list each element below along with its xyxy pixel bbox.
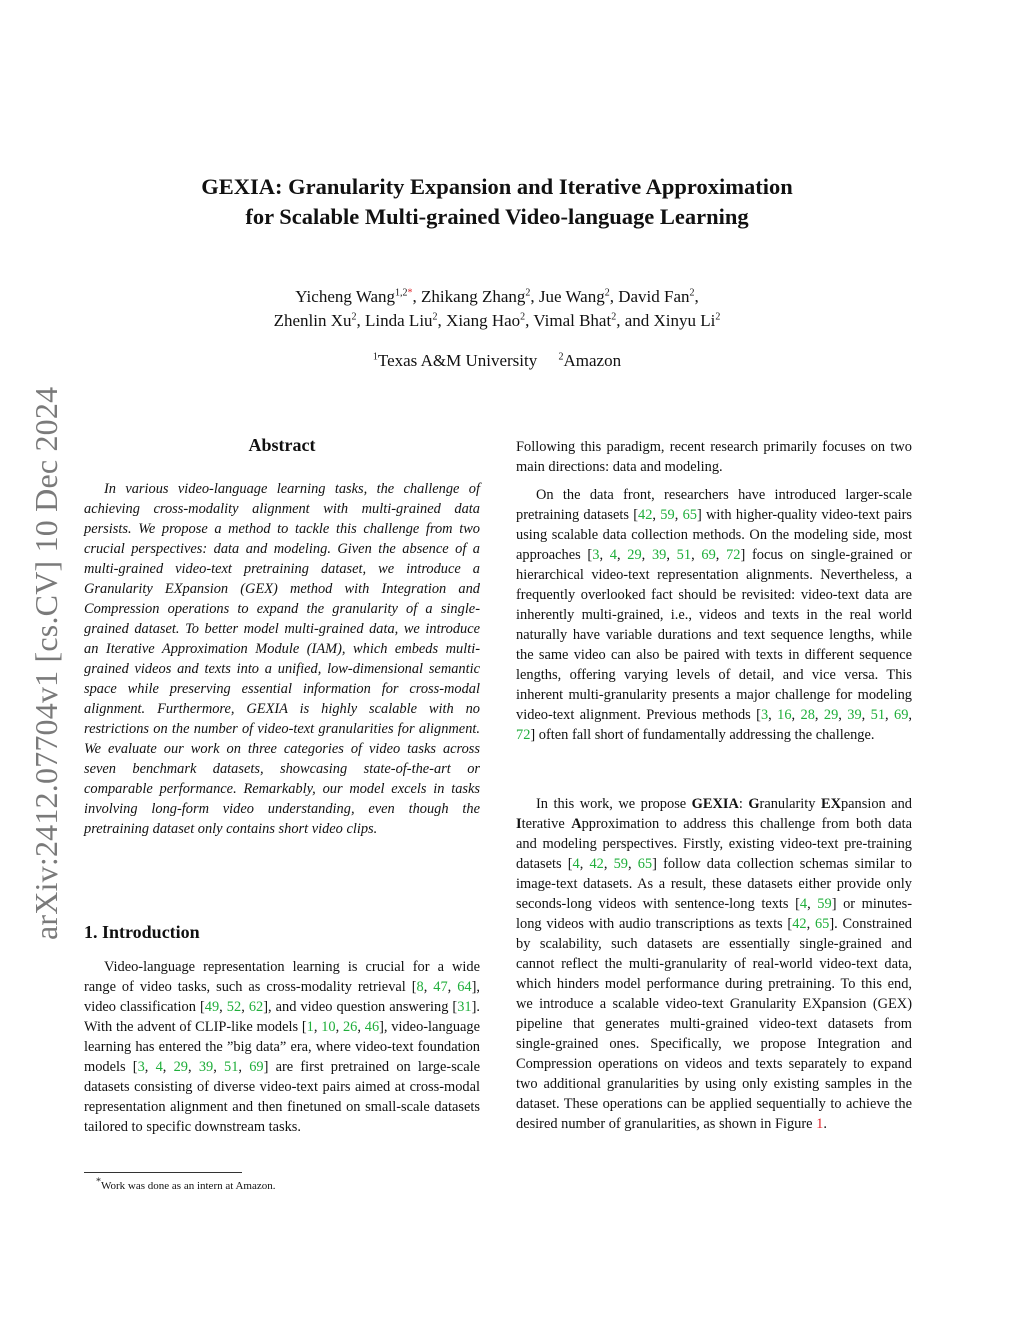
- author-separator: ,: [694, 287, 699, 306]
- author-affil-sup: 2: [611, 311, 617, 323]
- author-name: , and Xinyu Li: [616, 311, 716, 330]
- citation-link[interactable]: 51: [224, 1059, 239, 1075]
- citation-link[interactable]: 64: [457, 979, 472, 995]
- citation-link[interactable]: 46: [364, 1019, 380, 1035]
- author-name: Zhenlin Xu: [273, 311, 352, 330]
- body-text: ] or minutes-long videos with audio transcriptions as texts [: [516, 896, 912, 932]
- affiliations: [110, 349, 884, 373]
- citation-link[interactable]: 65: [637, 856, 653, 872]
- citation-link[interactable]: 4: [799, 896, 808, 912]
- footnote: [96, 1176, 276, 1193]
- citation-link[interactable]: 69: [894, 707, 909, 723]
- author-name: , Zhikang Zhang: [412, 287, 526, 306]
- author-affil-sup: 2: [432, 311, 438, 323]
- author-affil-sup: 2: [351, 311, 357, 323]
- citation-link[interactable]: 69: [701, 547, 716, 563]
- author-affil-sup: 2: [689, 287, 695, 299]
- citation-link[interactable]: 4: [609, 547, 617, 563]
- author-name: , Jue Wang: [530, 287, 605, 306]
- body-text: Video-language representation learning is crucial for a wide range of video tasks, such as cross-modality retrieval [: [84, 959, 480, 995]
- author-affil-sup: 2: [520, 311, 526, 323]
- citation-link[interactable]: 3: [760, 707, 769, 723]
- section-heading-introduction: 1. Introduction: [84, 922, 200, 942]
- citation-link[interactable]: 28: [800, 707, 815, 723]
- body-text: terative: [521, 816, 572, 832]
- acronym-letter: A: [571, 816, 582, 832]
- citation-link[interactable]: 49: [204, 999, 220, 1015]
- citation-link[interactable]: 42: [792, 916, 807, 932]
- citation-link[interactable]: 31: [457, 999, 472, 1015]
- author-affil-sup: 2: [715, 311, 721, 323]
- body-text: ] are first pretrained on large-scale datasets consisting of diverse video-text pairs aimed at cross-modal representation alignment and then finetuned on small-scale datasets tailored to specific downstream tasks.: [84, 1059, 480, 1135]
- right-paragraph-3: In this work, we propose GEXIA: Granularity EXpansion and Iterative Approximation to address this challenge from both data and modeling perspectives. Firstly, existing video-text pre-training datasets [4, 42, 59, 65] follow data collection schemas similar to image-text datasets. As a result, these datasets either provide only seconds-long videos with sentence-long texts [4, 59] or minutes-long videos with audio transcriptions as texts [42, 65]. Constrained by scalability, such datasets are essentially single-grained and cannot reflect the multi-granularity of real-world video-text data, which hinders model performance during pretraining. To this end, we introduce a scalable video-text Granularity EXpansion (GEX) pipeline that generates multi-grained video-text datasets from single-grained ones. Specifically, we propose Integration and Compression operations on videos and texts separately to expand two additional granularities by using only existing samples in the dataset. These operations can be applied sequentially to achieve the desired number of granularities, as shown in Figure 1.: [516, 796, 913, 1132]
- body-text: ] follow data collection schemas similar to image-text datasets. As a result, these datasets either provide only seconds-long videos with sentence-long texts [: [516, 856, 912, 912]
- body-text: ranularity: [759, 796, 821, 812]
- footnote-mark[interactable]: *: [407, 287, 413, 299]
- citation-link[interactable]: 3: [137, 1059, 145, 1075]
- citation-link[interactable]: 51: [870, 707, 886, 723]
- body-text: ], video classification [: [84, 979, 480, 1015]
- citation-link[interactable]: 69: [249, 1059, 264, 1075]
- citation-link[interactable]: 10: [321, 1019, 336, 1035]
- acronym-letter: G: [748, 796, 760, 812]
- body-text: On the data front, researchers have introduced larger-scale pretraining datasets [: [516, 487, 912, 523]
- intro-paragraph: Video-language representation learning is crucial for a wide range of video tasks, such as cross-modality retrieval [8, 47, 64], video classification [49, 52, 62], and video question answering [31]. With the advent of CLIP-like models [1, 10, 26, 46], video-language learning has entered the ”big data” era, where video-text foundation models [3, 4, 29, 39, 51, 69] are first pretrained on large-scale datasets consisting of diverse video-text pairs aimed at cross-modal representation alignment and then finetuned on small-scale datasets tailored to specific downstream tasks.: [84, 959, 481, 1135]
- body-text: ], video-language learning has entered the ”big data” era, where video-text foundation models [: [84, 1019, 481, 1075]
- acronym-letter: I: [516, 816, 522, 832]
- arxiv-identifier: arXiv:2412.07704v1 [cs.CV] 10 Dec 2024: [28, 386, 64, 940]
- citation-link[interactable]: 3: [592, 547, 600, 563]
- citation-link[interactable]: 59: [613, 856, 628, 872]
- body-text: Following this paradigm, recent research primarily focuses on two main directions: data and modeling.: [516, 439, 912, 475]
- footnote-divider: [84, 1172, 242, 1173]
- citation-link[interactable]: 39: [198, 1059, 214, 1075]
- citation-link[interactable]: 39: [847, 707, 862, 723]
- body-text: ] often fall short of fundamentally addressing the challenge.: [530, 727, 875, 743]
- footnote-mark: *: [96, 1176, 101, 1188]
- footnote-text: Work was done as an intern at Amazon.: [101, 1180, 276, 1192]
- citation-link[interactable]: 72: [516, 727, 531, 743]
- abstract-text: In various video-language learning tasks, the challenge of achieving cross-modality alignment with multi-grained data persists. We propose a method to tackle this challenge from two crucial perspectives: data and modeling. Given the absence of a multi-grained video-text pretraining dataset, we introduce a Granularity EXpansion (GEX) method with Integration and Compression operations to expand the granularity of a single-grained dataset. To better model multi-grained data, we introduce an Iterative Approximation Module (IAM), which embeds multi-grained videos and texts into a unified, low-dimensional semantic space while preserving essential information for cross-modal alignment. Furthermore, GEXIA is highly scalable with no restrictions on the number of video-text granularities for alignment. We evaluate our work on three categories of video tasks across seven benchmark datasets, showcasing state-of-the-art or comparable performance. Remarkably, our model excels in tasks involving long-form video understanding, even though the pretraining dataset only contains short video clips.: [84, 481, 480, 837]
- author-name: , David Fan: [609, 287, 690, 306]
- author-affil-sup: 2: [604, 287, 610, 299]
- citation-link[interactable]: 59: [817, 896, 832, 912]
- author-name: , Linda Liu: [356, 311, 433, 330]
- citation-link[interactable]: 4: [572, 856, 580, 872]
- citation-link[interactable]: 4: [155, 1059, 163, 1075]
- title-line-2: for Scalable Multi-grained Video-language Learning: [245, 204, 749, 229]
- body-text: ], and video question answering [: [263, 999, 458, 1015]
- affil-sup: 1: [372, 351, 378, 363]
- body-text: pansion and: [840, 796, 912, 812]
- author-list: [110, 285, 884, 333]
- citation-link[interactable]: 47: [433, 979, 448, 995]
- figure-reference-link[interactable]: 1: [816, 1116, 824, 1132]
- author-affil-sup: 2: [525, 287, 531, 299]
- citation-link[interactable]: 8: [416, 979, 424, 995]
- body-text: :: [738, 796, 749, 812]
- body-text: pproximation to address this challenge from both data and modeling perspectives. Firstly, existing video-text pre-training datasets [: [516, 816, 912, 872]
- citation-link[interactable]: 42: [638, 507, 653, 523]
- acronym-letter: EX: [820, 796, 841, 812]
- citation-link[interactable]: 62: [248, 999, 264, 1015]
- affil-sup: 2: [558, 351, 564, 363]
- citation-link[interactable]: 29: [823, 707, 839, 723]
- author-name: , Xiang Hao: [437, 311, 521, 330]
- body-text: ] with higher-quality video-text pairs using scalable data collection methods. On the modeling side, most approaches [: [516, 507, 912, 563]
- author-name: , Vimal Bhat: [525, 311, 612, 330]
- citation-link[interactable]: 42: [589, 856, 604, 872]
- author-name: Yicheng Wang: [295, 287, 396, 306]
- title-line-1: GEXIA: Granularity Expansion and Iterative Approximation: [201, 174, 793, 199]
- citation-link[interactable]: 65: [814, 916, 830, 932]
- citation-link[interactable]: 39: [651, 547, 667, 563]
- author-affil-sup: 1,2: [395, 287, 408, 299]
- citation-link[interactable]: 65: [682, 507, 697, 523]
- body-text: ] focus on single-grained or hierarchical video-text representation alignments. Nevertheless, a frequently overlooked fact should be revisited: video-text data are inherently multi-grained, i.e., videos and texts in the real world naturally have variable durations and text sequence lengths, while the same video can also be paired with texts in different sequence lengths, offering varying levels of detail, and vice versa. This inherent multi-granularity presents a major challenge for modeling video-text alignment. Previous methods [: [516, 547, 912, 723]
- citation-link[interactable]: 52: [226, 999, 242, 1015]
- body-text: .: [823, 1116, 827, 1132]
- citation-link[interactable]: 59: [660, 507, 675, 523]
- citation-link[interactable]: 51: [676, 547, 692, 563]
- citation-link[interactable]: 16: [777, 707, 792, 723]
- body-text: In this work, we propose: [536, 796, 692, 812]
- affil-name: Texas A&M University: [377, 351, 538, 370]
- body-text: ]. With the advent of CLIP-like models [: [84, 999, 480, 1035]
- citation-link[interactable]: 26: [342, 1019, 358, 1035]
- affil-name: Amazon: [563, 351, 622, 370]
- abstract-heading: Abstract: [248, 435, 316, 455]
- body-text: ]. Constrained by scalability, such datasets are essentially single-grained and cannot reflect the multi-granularity of real-world video-text data, which hinders model performance during pretraining. To this end, we introduce a scalable video-text Granularity EXpansion (GEX) pipeline that generates multi-grained video-text datasets from single-grained ones. Specifically, we propose Integration and Compression operations on videos and texts separately to expand two additional granularities by using only existing samples in the dataset. These operations can be applied sequentially to achieve the desired number of granularities, as shown in Figure: [516, 916, 913, 1132]
- right-paragraph-1: [516, 437, 912, 477]
- paper-title: [90, 172, 904, 232]
- method-name: GEXIA: [691, 796, 739, 812]
- citation-link[interactable]: 29: [173, 1059, 188, 1075]
- citation-link[interactable]: 72: [726, 547, 741, 563]
- right-paragraph-2: On the data front, researchers have introduced larger-scale pretraining datasets [42, 59, 65] with higher-quality video-text pairs using scalable data collection methods. On the modeling side, most approaches [3, 4, 29, 39, 51, 69, 72] focus on single-grained or hierarchical video-text representation alignments. Nevertheless, a frequently overlooked fact should be revisited: video-text data are inherently multi-grained, i.e., videos and texts in the real world naturally have variable durations and text sequence lengths, while the same video can also be paired with texts in different sequence lengths, offering varying levels of detail, and vice versa. This inherent multi-granularity presents a major challenge for modeling video-text alignment. Previous methods [3, 16, 28, 29, 39, 51, 69, 72] often fall short of fundamentally addressing the challenge.: [516, 487, 912, 743]
- citation-link[interactable]: 1: [306, 1019, 314, 1035]
- citation-link[interactable]: 29: [627, 547, 642, 563]
